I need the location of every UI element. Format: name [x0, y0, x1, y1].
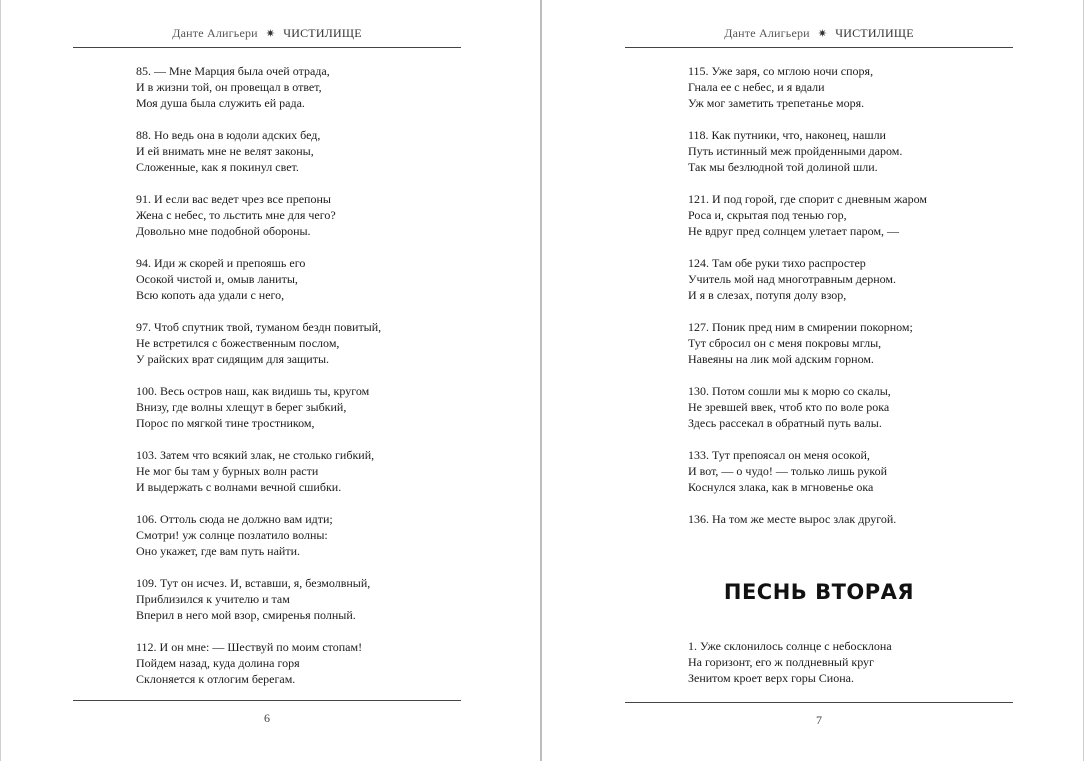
page-number: 7: [816, 713, 822, 727]
verse-line: Не вдруг пред солнцем улетает паром, —: [688, 224, 900, 238]
verse-line: 118. Как путники, что, наконец, нашли: [688, 128, 886, 142]
page-number: 6: [264, 711, 270, 725]
left-page: [0, 0, 541, 761]
verse-line: Не зревшей ввек, чтоб кто по воле рока: [688, 400, 890, 414]
verse-line: Зенитом кроет верх горы Сиона.: [688, 671, 854, 685]
verse-line: Коснулся злака, как в мгновенье ока: [688, 480, 874, 494]
verse-line: Моя душа была служить ей рада.: [136, 96, 305, 110]
verse-line: 103. Затем что всякий злак, не столько гибкий,: [136, 448, 375, 462]
stanza: [136, 575, 381, 623]
canto-title: ПЕСНЬ ВТОРАЯ: [723, 580, 915, 604]
verse-line: Смотри! уж солнце позлатило волны:: [136, 528, 328, 542]
verse-line: 115. Уже заря, со мглою ночи споря,: [688, 64, 874, 78]
stanza: [688, 63, 927, 111]
stanza: [136, 511, 381, 559]
verse-line: 94. Иди ж скорей и препояшь его: [136, 256, 306, 270]
verse-line: Порос по мягкой тине тростником,: [136, 416, 315, 430]
verse-line: Всю копоть ада удали с него,: [136, 288, 285, 302]
canto-verse-block: [688, 638, 892, 702]
stanza: [136, 63, 381, 111]
verse-line: 91. И если вас ведет чрез все препоны: [136, 192, 331, 206]
verse-line: Вперил в него мой взор, смиренья полный.: [136, 608, 356, 622]
verse-line: Навеяны на лик мой адским горном.: [688, 352, 874, 366]
verse-line: 133. Тут препоясал он меня осокой,: [688, 448, 870, 462]
verse-line: Жена с небес, то льстить мне для чего?: [136, 208, 336, 222]
stanza: [688, 511, 927, 527]
asterisk-ornament-icon: ✷: [265, 27, 276, 40]
header-rule: [625, 47, 1013, 48]
verse-line: 112. И он мне: — Шествуй по моим стопам!: [136, 640, 363, 654]
verse-line: И ей внимать мне не велят законы,: [136, 144, 314, 158]
verse-line: 85. — Мне Марция была очей отрада,: [136, 64, 330, 78]
verse-line: Уж мог заметить трепетанье моря.: [688, 96, 865, 110]
verse-line: У райских врат сидящим для защиты.: [136, 352, 330, 366]
running-header: [625, 24, 1013, 42]
verse-line: 124. Там обе руки тихо распростер: [688, 256, 866, 270]
stanza: [688, 191, 927, 239]
verse-block: [136, 63, 381, 703]
verse-line: 136. На том же месте вырос злак другой.: [688, 512, 897, 526]
verse-line: Здесь рассекал в обратный путь валы.: [688, 416, 882, 430]
stanza: [136, 319, 381, 367]
verse-line: Не мог бы там у бурных волн расти: [136, 464, 319, 478]
verse-line: Внизу, где волны хлещут в берег зыбкий,: [136, 400, 347, 414]
header-author: Данте Алигьери: [172, 25, 258, 40]
verse-line: И в жизни той, он провещал в ответ,: [136, 80, 322, 94]
stanza: [136, 383, 381, 431]
verse-line: Не встретился с божественным послом,: [136, 336, 340, 350]
verse-line: 121. И под горой, где спорит с дневным жаром: [688, 192, 927, 206]
verse-line: Приблизился к учителю и там: [136, 592, 290, 606]
stanza: [136, 639, 381, 687]
stanza: [688, 319, 927, 367]
verse-block: [688, 63, 927, 543]
verse-line: 1. Уже склонилось солнце с небосклона: [688, 639, 892, 653]
verse-line: 88. Но ведь она в юдоли адских бед,: [136, 128, 321, 142]
stanza: [136, 127, 381, 175]
stanza: [688, 447, 927, 495]
verse-line: 109. Тут он исчез. И, вставши, я, безмолвный,: [136, 576, 371, 590]
verse-line: И выдержать с волнами вечной сшибки.: [136, 480, 342, 494]
verse-line: 127. Поник пред ним в смирении покорном;: [688, 320, 913, 334]
stanza: [688, 638, 892, 686]
verse-line: Путь истинный меж пройденными даром.: [688, 144, 903, 158]
stanza: [136, 255, 381, 303]
verse-line: Роса и, скрытая под тенью гор,: [688, 208, 847, 222]
verse-line: Осокой чистой и, омыв ланиты,: [136, 272, 298, 286]
stanza: [136, 191, 381, 239]
running-header: [73, 24, 461, 42]
verse-line: 97. Чтоб спутник твой, туманом бездн повитый,: [136, 320, 382, 334]
verse-line: Учитель мой над многотравным дерном.: [688, 272, 897, 286]
verse-line: И я в слезах, потупя долу взор,: [688, 288, 847, 302]
stanza: [688, 255, 927, 303]
header-rule: [73, 47, 461, 48]
verse-line: 130. Потом сошли мы к морю со скалы,: [688, 384, 891, 398]
verse-line: 106. Оттоль сюда не должно вам идти;: [136, 512, 333, 526]
verse-line: Оно укажет, где вам путь найти.: [136, 544, 301, 558]
verse-line: 100. Весь остров наш, как видишь ты, кругом: [136, 384, 370, 398]
verse-line: Так мы безлюдной той долиной шли.: [688, 160, 878, 174]
stanza: [688, 383, 927, 431]
verse-line: Довольно мне подобной обороны.: [136, 224, 311, 238]
verse-line: На горизонт, его ж полдневный круг: [688, 655, 874, 669]
verse-line: Пойдем назад, куда долина горя: [136, 656, 300, 670]
stanza: [688, 127, 927, 175]
footer-rule: [625, 702, 1013, 703]
verse-line: Сложенные, как я покинул свет.: [136, 160, 299, 174]
verse-line: Гнала ее с небес, и я вдали: [688, 80, 825, 94]
header-author: Данте Алигьери: [724, 25, 810, 40]
right-page: [542, 0, 1084, 761]
verse-line: Склоняется к отлогим берегам.: [136, 672, 296, 686]
asterisk-ornament-icon: ✷: [817, 27, 828, 40]
footer-rule: [73, 700, 461, 701]
header-book-title: ЧИСТИЛИЩЕ: [835, 25, 914, 40]
header-book-title: ЧИСТИЛИЩЕ: [283, 25, 362, 40]
stanza: [136, 447, 381, 495]
verse-line: И вот, — о чудо! — только лишь рукой: [688, 464, 888, 478]
verse-line: Тут сбросил он с меня покровы мглы,: [688, 336, 882, 350]
